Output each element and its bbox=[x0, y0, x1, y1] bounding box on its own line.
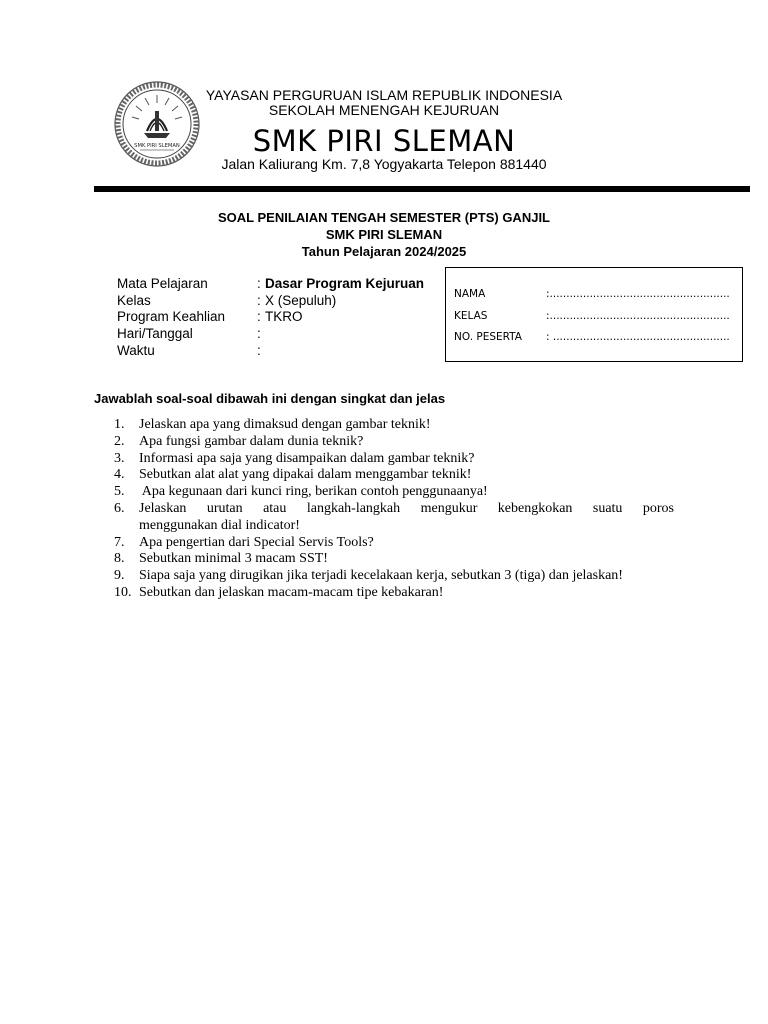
question-item bbox=[114, 535, 674, 552]
question-item bbox=[114, 501, 674, 535]
question-number: 5. bbox=[114, 484, 125, 500]
question-number: 7. bbox=[114, 534, 125, 550]
question-item bbox=[114, 417, 674, 434]
school-name: SMK PIRI SLEMAN bbox=[252, 124, 516, 158]
question-item bbox=[114, 585, 674, 602]
foundation-name: YAYASAN PERGURUAN ISLAM REPUBLIK INDONESIA bbox=[205, 87, 563, 103]
question-number: 10. bbox=[114, 584, 132, 600]
info-separator: : bbox=[257, 276, 261, 291]
identity-label-class: KELAS bbox=[454, 310, 488, 322]
info-value-class: X (Sepuluh) bbox=[265, 293, 337, 308]
question-item bbox=[114, 484, 674, 501]
info-value-program: TKRO bbox=[265, 309, 303, 324]
question-number: 9. bbox=[114, 568, 125, 584]
info-label: Program Keahlian bbox=[117, 309, 226, 324]
school-logo bbox=[114, 81, 200, 167]
identity-fill-number: : ..................................................... bbox=[546, 331, 730, 343]
identity-fill-name: :...................................................... bbox=[546, 288, 730, 300]
question-item bbox=[114, 451, 674, 468]
question-text: Jelaskan apa yang dimaksud dengan gambar teknik! bbox=[139, 417, 431, 432]
exam-year: Tahun Pelajaran 2024/2025 bbox=[301, 244, 467, 259]
identity-label-number: NO. PESERTA bbox=[454, 331, 522, 343]
question-text: Informasi apa saja yang disampaikan dalam gambar teknik? bbox=[139, 450, 475, 466]
question-number: 6. bbox=[114, 500, 125, 516]
header-divider bbox=[94, 186, 750, 192]
question-number: 2. bbox=[114, 433, 125, 449]
exam-school: SMK PIRI SLEMAN bbox=[325, 227, 443, 242]
question-item bbox=[114, 568, 674, 585]
question-text-line: Jelaskan urutan atau langkah-langkah mengukur kebengkokan suatu poros bbox=[139, 500, 674, 516]
question-text: Apa kegunaan dari kunci ring, berikan contoh penggunaanya! bbox=[139, 484, 488, 500]
info-label: Waktu bbox=[117, 343, 155, 358]
identity-fill-class: :...................................................... bbox=[546, 310, 730, 322]
question-text: Sebutkan dan jelaskan macam-macam tipe kebakaran! bbox=[139, 584, 444, 600]
info-label: Kelas bbox=[117, 293, 151, 308]
question-text-line: menggunakan dial indicator! bbox=[139, 517, 300, 533]
question-number: 3. bbox=[114, 450, 125, 466]
question-item bbox=[114, 434, 674, 451]
question-text: Sebutkan alat alat yang dipakai dalam menggambar teknik! bbox=[139, 467, 472, 483]
question-number: 8. bbox=[114, 551, 125, 567]
question-number: 1. bbox=[114, 417, 125, 432]
identity-label-name: NAMA bbox=[454, 288, 486, 300]
school-level: SEKOLAH MENENGAH KEJURUAN bbox=[268, 102, 500, 118]
question-item bbox=[114, 551, 674, 568]
logo-text: SMK PIRI SLEMAN bbox=[134, 143, 180, 149]
info-separator: : bbox=[257, 309, 261, 324]
info-label: Hari/Tanggal bbox=[117, 326, 193, 341]
question-text: Apa fungsi gambar dalam dunia teknik? bbox=[139, 433, 364, 449]
info-separator: : bbox=[257, 293, 261, 308]
info-value-subject: Dasar Program Kejuruan bbox=[265, 276, 425, 291]
question-text: Apa pengertian dari Special Servis Tools? bbox=[139, 534, 374, 550]
question-list bbox=[114, 417, 674, 602]
info-label: Mata Pelajaran bbox=[117, 276, 208, 291]
question-number: 4. bbox=[114, 467, 125, 483]
info-separator: : bbox=[257, 326, 261, 341]
question-item bbox=[114, 467, 674, 484]
info-separator: : bbox=[257, 343, 261, 358]
instruction-text: Jawablah soal-soal dibawah ini dengan singkat dan jelas bbox=[94, 391, 446, 406]
exam-title: SOAL PENILAIAN TENGAH SEMESTER (PTS) GANJIL bbox=[217, 210, 550, 225]
question-text: Siapa saja yang dirugikan jika terjadi kecelakaan kerja, sebutkan 3 (tiga) dan jelaskan! bbox=[139, 568, 623, 584]
question-text: Sebutkan minimal 3 macam SST! bbox=[139, 551, 328, 567]
school-address: Jalan Kaliurang Km. 7,8 Yogyakarta Telepon 881440 bbox=[221, 156, 547, 172]
